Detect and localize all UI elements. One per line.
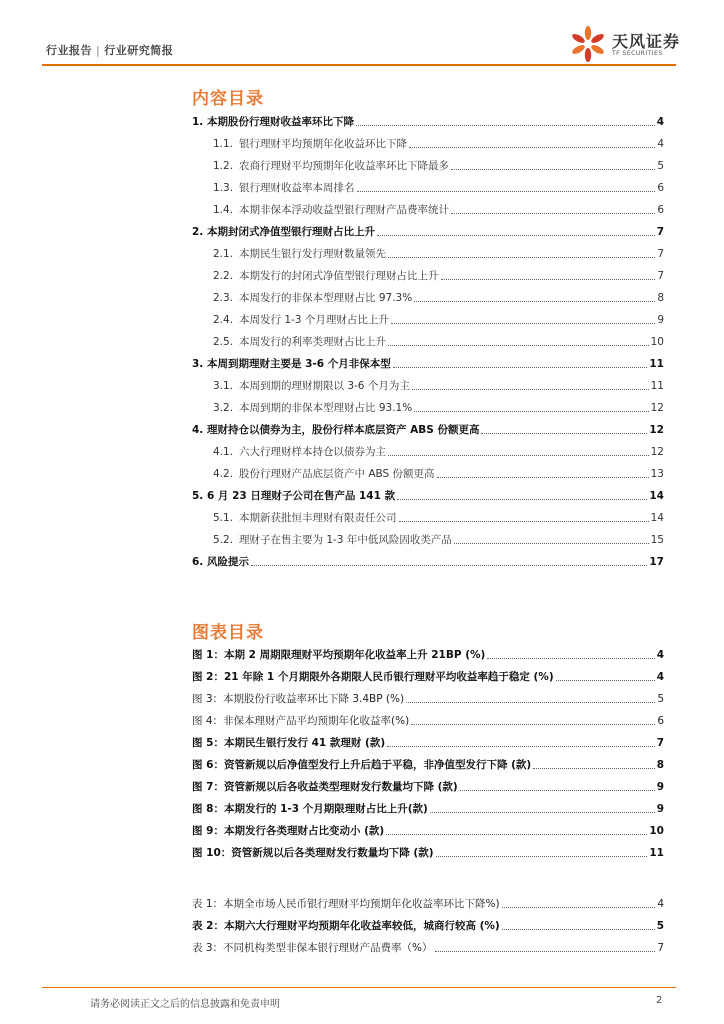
toc-chapter-entry[interactable] xyxy=(192,489,664,503)
figure-list-entry-page-number: 4 xyxy=(656,671,664,683)
figure-list-entry-page-number: 5 xyxy=(657,693,664,705)
figure-list-entry[interactable] xyxy=(192,670,664,684)
figure-list-entry-label: 图 6：资管新规以后净值型发行上升后趋于平稳，非净值型发行下降 (款) xyxy=(192,759,532,771)
toc-entry-number: 2.5. xyxy=(213,336,234,348)
toc-entry-number: 1.1. xyxy=(213,138,234,150)
toc-entry-label xyxy=(213,137,407,151)
toc-page-number: 8 xyxy=(657,292,664,304)
leader-dots xyxy=(556,679,655,681)
toc-page-number: 7 xyxy=(657,270,664,282)
page-number: 2 xyxy=(656,995,663,1006)
toc-page-number: 12 xyxy=(650,446,664,458)
toc-page-number: 5 xyxy=(657,160,664,172)
toc-leader-dots xyxy=(356,124,655,126)
table-list-entry-page-number: 5 xyxy=(656,920,664,932)
toc-entry-number: 2.3. xyxy=(213,292,234,304)
footer-disclaimer: 请务必阅读正文之后的信息披露和免责申明 xyxy=(90,999,280,1010)
toc-leader-dots xyxy=(451,212,655,214)
toc-entry-text: 本周发行 1-3 个月理财占比上升 xyxy=(239,314,389,326)
toc-entry-number: 1.4. xyxy=(213,204,234,216)
toc-page-number: 15 xyxy=(650,534,664,546)
figure-list-entry-page-number: 8 xyxy=(656,759,664,771)
category-label: 行业报告 xyxy=(46,44,92,57)
toc-entry-number: 3.2. xyxy=(213,402,234,414)
toc-page-number: 11 xyxy=(649,358,664,370)
leader-dots xyxy=(386,833,647,835)
toc-leader-dots xyxy=(451,168,655,170)
toc-entry-number: 2.4. xyxy=(213,314,234,326)
toc-entry-label: 1. 本期股份行理财收益率环比下降 xyxy=(192,116,354,128)
category-separator: | xyxy=(96,44,101,57)
toc-page-number: 7 xyxy=(656,226,664,238)
leader-dots xyxy=(406,701,655,703)
toc-entry-number: 5.1. xyxy=(213,512,234,524)
toc-entry-label xyxy=(213,335,386,349)
report-category xyxy=(46,42,173,58)
toc-section-entry[interactable] xyxy=(213,181,664,195)
toc-entry-label: 4. 理财持仓以债券为主，股份行样本底层资产 ABS 份额更高 xyxy=(192,424,480,436)
figure-list-entry-label: 图 3：本期股份行收益率环比下降 3.4BP (%) xyxy=(192,693,405,705)
logo-subtext: TF SECURITIES xyxy=(612,50,663,57)
header-rule xyxy=(42,64,676,66)
toc-leader-dots xyxy=(481,432,647,434)
toc-entry-number: 5.2. xyxy=(213,534,234,546)
leader-dots xyxy=(387,745,655,747)
toc-page-number: 13 xyxy=(650,468,664,480)
toc-entry-number: 1.3. xyxy=(213,182,234,194)
leader-dots xyxy=(411,723,655,725)
toc-page-number: 9 xyxy=(657,314,664,326)
toc-page-number: 4 xyxy=(656,116,664,128)
toc-leader-dots xyxy=(393,366,648,368)
figure-list-entry[interactable] xyxy=(192,846,664,860)
toc-section-entry[interactable] xyxy=(213,533,664,547)
toc-entry-number: 4.2. xyxy=(213,468,234,480)
toc-entry-label: 2. 本期封闭式净值型银行理财占比上升 xyxy=(192,226,375,238)
toc-entry-label xyxy=(213,533,452,547)
toc-entry-text: 银行理财平均预期年化收益环比下降 xyxy=(239,138,407,150)
toc-leader-dots xyxy=(437,476,649,478)
toc-entry-text: 银行理财收益率本周排名 xyxy=(239,182,355,194)
toc-entry-label xyxy=(213,203,449,217)
toc-entry-label xyxy=(213,379,410,393)
figure-list-entry[interactable] xyxy=(192,648,664,662)
toc-entry-text: 本期非保本浮动收益型银行理财产品费率统计 xyxy=(239,204,449,216)
figure-list-entry[interactable] xyxy=(192,692,664,706)
figure-list-entry-label: 图 9：本期发行各类理财占比变动小 (款) xyxy=(192,825,385,837)
toc-page-number: 17 xyxy=(649,556,664,568)
toc-section-entry[interactable] xyxy=(213,137,664,151)
leader-dots xyxy=(533,767,654,769)
toc-entry-number: 1.2. xyxy=(213,160,234,172)
figure-list-entry[interactable] xyxy=(192,802,664,816)
figure-list-entry-label: 图 1：本期 2 周期限理财平均预期年化收益率上升 21BP (%) xyxy=(192,649,486,661)
page-header xyxy=(0,0,724,70)
table-list-entry-label: 表 1：本期全市场人民币银行理财平均预期年化收益率环比下降%) xyxy=(192,898,500,910)
figure-list-entry-page-number: 7 xyxy=(656,737,664,749)
toc-entry-label xyxy=(213,313,389,327)
leader-dots xyxy=(487,657,654,659)
toc-entry-text: 本周到期的理财期限以 3-6 个月为主 xyxy=(239,380,410,392)
toc-chapter-entry[interactable] xyxy=(192,423,664,437)
toc-page-number: 4 xyxy=(657,138,664,150)
leader-dots xyxy=(436,855,648,857)
toc-entry-label xyxy=(213,511,397,525)
toc-entry-text: 股份行理财产品底层资产中 ABS 份额更高 xyxy=(239,468,435,480)
figure-list-entry-label: 图 8：本期发行的 1-3 个月期限理财占比上升(款) xyxy=(192,803,428,815)
toc-section-entry[interactable] xyxy=(213,313,664,327)
figure-list-entry-label: 图 10：资管新规以后各类理财发行数量均下降 (款) xyxy=(192,847,434,859)
toc-entry-text: 本周发行的非保本型理财占比 97.3% xyxy=(239,292,413,304)
toc-entry-text: 农商行理财平均预期年化收益率环比下降最多 xyxy=(239,160,449,172)
toc-entry-label xyxy=(213,291,412,305)
table-list-entry[interactable] xyxy=(192,919,664,933)
figure-list-entry-label: 图 4：非保本理财产品平均预期年化收益率(%) xyxy=(192,715,410,727)
toc-entry-text: 理财子在售主要为 1-3 年中低风险固收类产品 xyxy=(239,534,452,546)
toc-leader-dots xyxy=(412,388,649,390)
toc-leader-dots xyxy=(388,344,649,346)
toc-section-entry[interactable] xyxy=(213,511,664,525)
leader-dots xyxy=(430,811,655,813)
toc-entry-text: 本周到期的非保本型理财占比 93.1% xyxy=(239,402,413,414)
toc-entry-label xyxy=(213,467,435,481)
toc-section-entry[interactable] xyxy=(213,203,664,217)
toc-leader-dots xyxy=(377,234,655,236)
figure-list-entry-page-number: 6 xyxy=(657,715,664,727)
toc-page-number: 14 xyxy=(650,512,664,524)
table-list-entry-label: 表 2：本期六大行理财平均预期年化收益率较低，城商行较高 (%) xyxy=(192,920,500,932)
toc-entry-text: 本期民生银行发行理财数量领先 xyxy=(239,248,386,260)
table-list-entry[interactable] xyxy=(192,941,664,955)
toc-section-entry[interactable] xyxy=(213,269,664,283)
toc-section-entry[interactable] xyxy=(213,445,664,459)
toc-chapter-entry[interactable] xyxy=(192,357,664,371)
toc-leader-dots xyxy=(409,146,655,148)
toc-leader-dots xyxy=(397,498,647,500)
toc-entry-label xyxy=(213,269,439,283)
figure-list-entry[interactable] xyxy=(192,736,664,750)
toc-page-number: 11 xyxy=(650,380,664,392)
toc-leader-dots xyxy=(414,410,648,412)
toc-leader-dots xyxy=(414,300,655,302)
toc-entry-label: 6. 风险提示 xyxy=(192,556,249,568)
toc-page-number: 7 xyxy=(657,248,664,260)
toc-chapter-entry[interactable] xyxy=(192,555,664,569)
toc-section-entry[interactable] xyxy=(213,401,664,415)
figure-list-entry-label: 图 2：21 年除 1 个月期限外各期限人民币银行理财平均收益率趋于稳定 (%) xyxy=(192,671,554,683)
toc-page-number: 6 xyxy=(657,204,664,216)
figures-title: 图表目录 xyxy=(192,623,264,643)
toc-entry-text: 本期发行的封闭式净值型银行理财占比上升 xyxy=(239,270,439,282)
leader-dots xyxy=(435,950,656,952)
figure-list-entry[interactable] xyxy=(192,714,664,728)
figure-list-entry-label: 图 7：资管新规以后各收益类型理财发行数量均下降 (款) xyxy=(192,781,458,793)
figure-list-entry-page-number: 9 xyxy=(656,803,664,815)
toc-entry-label: 5. 6 月 23 日理财子公司在售产品 141 款 xyxy=(192,490,396,502)
toc-entry-label xyxy=(213,159,449,173)
toc-leader-dots xyxy=(388,256,655,258)
toc-page-number: 10 xyxy=(650,336,664,348)
toc-entry-number: 2.2. xyxy=(213,270,234,282)
toc-leader-dots xyxy=(251,564,647,566)
toc-entry-label: 3. 本周到期理财主要是 3-6 个月非保本型 xyxy=(192,358,391,370)
toc-section-entry[interactable] xyxy=(213,159,664,173)
toc-entry-number: 4.1. xyxy=(213,446,234,458)
figure-list-entry[interactable] xyxy=(192,780,664,794)
toc-entry-text: 六大行理财样本持仓以债券为主 xyxy=(239,446,386,458)
toc-entry-number: 3.1. xyxy=(213,380,234,392)
toc-page-number: 14 xyxy=(649,490,664,502)
table-list-entry-page-number: 7 xyxy=(657,942,664,954)
toc-section-entry[interactable] xyxy=(213,247,664,261)
toc-leader-dots xyxy=(441,278,656,280)
contents-title: 内容目录 xyxy=(192,89,264,109)
logo-text: 天风证券 xyxy=(612,32,681,51)
toc-entry-number: 2.1. xyxy=(213,248,234,260)
table-list-entry-label: 表 3：不同机构类型非保本银行理财产品费率（%） xyxy=(192,942,433,954)
subcategory-label: 行业研究简报 xyxy=(104,44,174,57)
figure-list-entry[interactable] xyxy=(192,758,664,772)
table-list-entry[interactable] xyxy=(192,897,664,911)
toc-entry-label xyxy=(213,181,355,195)
table-list-entry-page-number: 4 xyxy=(657,898,664,910)
leader-dots xyxy=(502,928,655,930)
figure-list-entry-page-number: 10 xyxy=(649,825,664,837)
toc-leader-dots xyxy=(357,190,656,192)
figure-list-entry[interactable] xyxy=(192,824,664,838)
toc-leader-dots xyxy=(391,322,655,324)
leader-dots xyxy=(460,789,655,791)
toc-section-entry[interactable] xyxy=(213,379,664,393)
toc-page-number: 12 xyxy=(649,424,664,436)
toc-entry-text: 本期新获批恒丰理财有限责任公司 xyxy=(239,512,397,524)
toc-entry-label xyxy=(213,445,386,459)
figure-list-entry-page-number: 4 xyxy=(656,649,664,661)
toc-section-entry[interactable] xyxy=(213,335,664,349)
toc-entry-label xyxy=(213,401,412,415)
toc-entry-label xyxy=(213,247,386,261)
toc-leader-dots xyxy=(388,454,649,456)
toc-entry-text: 本周发行的利率类理财占比上升 xyxy=(239,336,386,348)
toc-page-number: 6 xyxy=(657,182,664,194)
toc-chapter-entry[interactable] xyxy=(192,225,664,239)
toc-leader-dots xyxy=(399,520,649,522)
toc-section-entry[interactable] xyxy=(213,467,664,481)
footer-rule xyxy=(42,987,676,988)
figure-list-entry-label: 图 5：本期民生银行发行 41 款理财 (款) xyxy=(192,737,386,749)
toc-page-number: 12 xyxy=(650,402,664,414)
toc-section-entry[interactable] xyxy=(213,291,664,305)
leader-dots xyxy=(502,906,656,908)
figure-list-entry-page-number: 11 xyxy=(649,847,664,859)
toc-chapter-entry[interactable] xyxy=(192,115,664,129)
figure-list-entry-page-number: 9 xyxy=(656,781,664,793)
toc-leader-dots xyxy=(454,542,649,544)
